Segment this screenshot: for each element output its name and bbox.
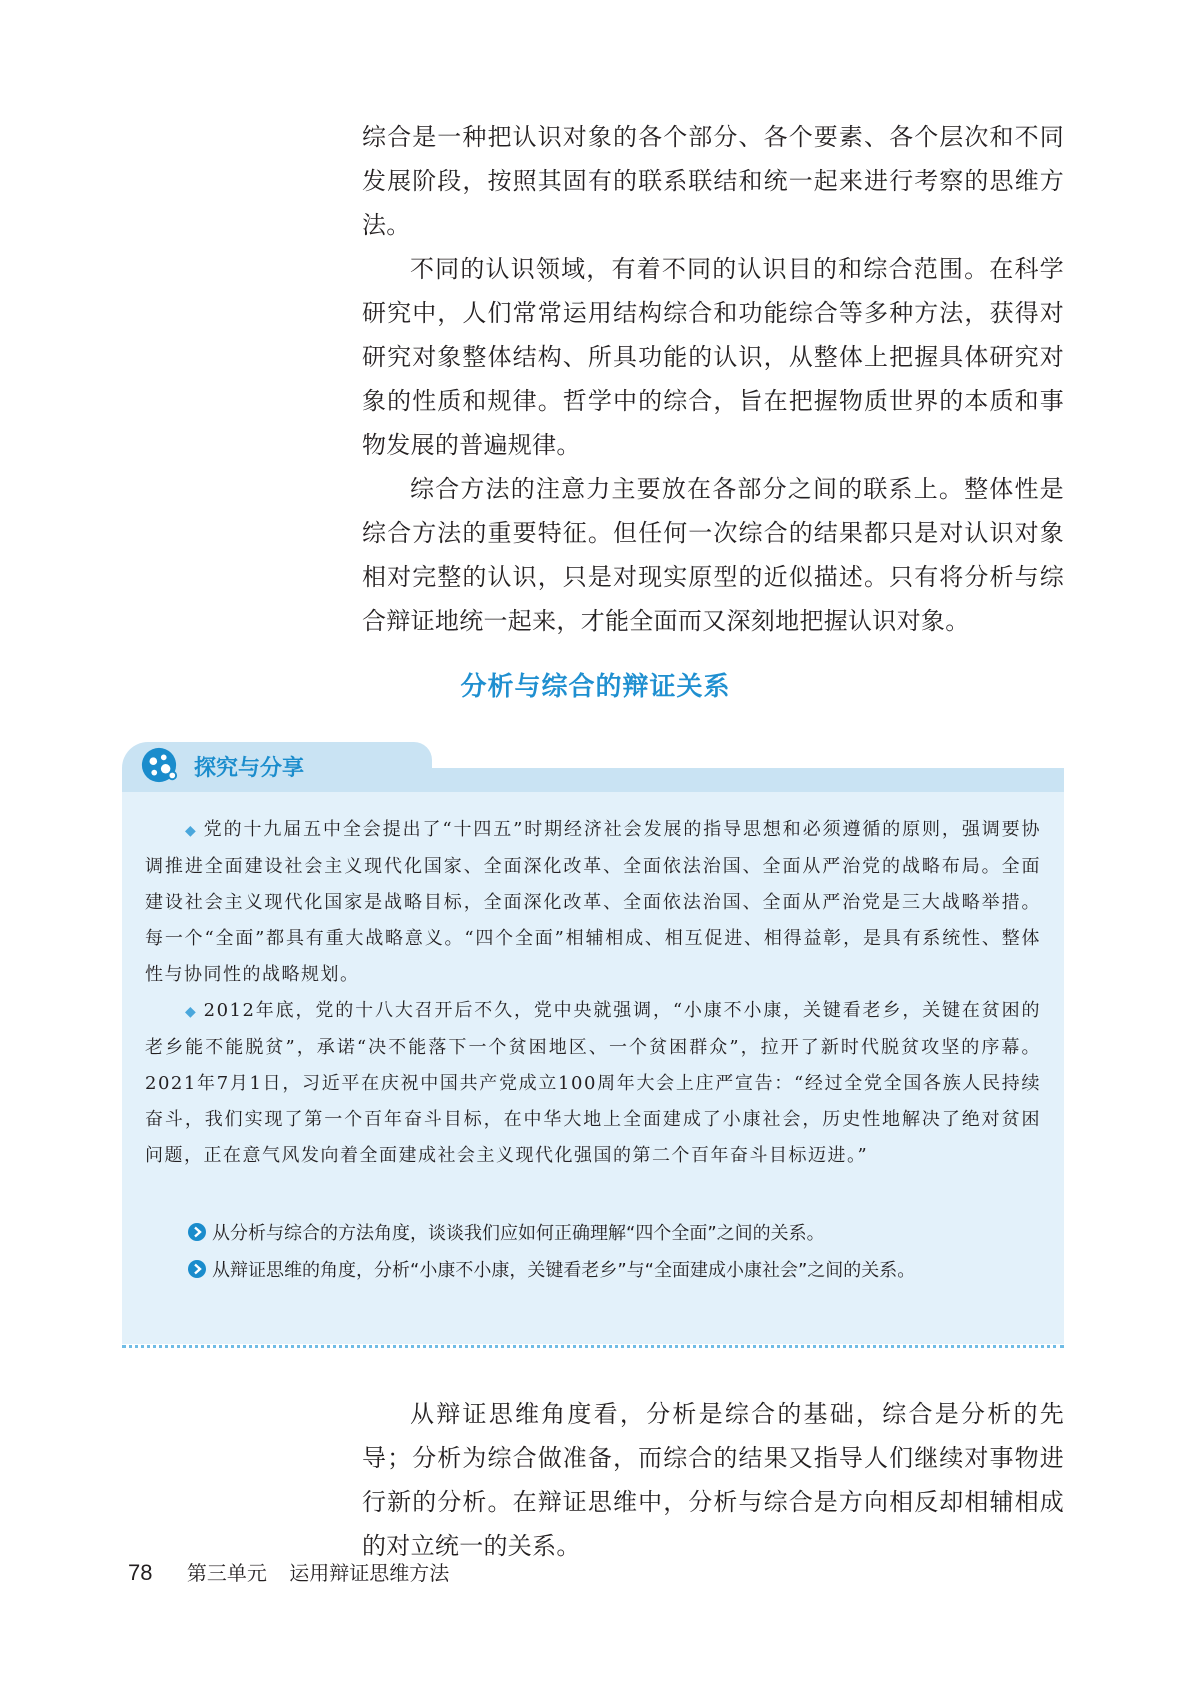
paragraph: 不同的认识领域，有着不同的认识目的和综合范围。在科学研究中，人们常常运用结构综合和功能综合等多种方法，获得对研究对象整体结构、所具功能的认识，从整体上把握具体研究对象的性质和规律。哲学中的综合，旨在把握物质世界的本质和事物发展的普遍规律。: [362, 255, 1064, 459]
page-footer: [128, 1557, 449, 1586]
paragraph: 从辩证思维角度看，分析是综合的基础，综合是分析的先导；分析为综合做准备，而综合的结果又指导人们继续对事物进行新的分析。在辩证思维中，分析与综合是方向相反却相辅相成的对立统一的关系。: [362, 1400, 1064, 1560]
material-paragraph: ◆ 2012年底，党的十八大召开后不久，党中央就强调，“小康不小康，关键看老乡，关键在贫困的老乡能不能脱贫”，承诺“决不能落下一个贫困地区、一个贫困群众”，拉开了新时代脱贫攻坚的序幕。2021年7月1日，习近平在庆祝中国共产党成立100周年大会上庄严宣告：“经过全党全国各族人民持续奋斗，我们实现了第一个百年奋斗目标，在中华大地上全面建成了小康社会，历史性地解决了绝对贫困问题，正在意气风发向着全面建成社会主义现代化强国的第二个百年奋斗目标迈进。”: [145, 1000, 1041, 1166]
section-title: 分析与综合的辩证关系: [460, 672, 731, 702]
material-paragraph: ◆ 党的十九届五中全会提出了“十四五”时期经济社会发展的指导思想和必须遵循的原则，强调要协调推进全面建设社会主义现代化国家、全面深化改革、全面依法治国、全面从严治党的战略布局。全面建设社会主义现代化国家是战略目标，全面深化改革、全面依法治国、全面从严治党是三大战略举措。每一个“全面”都具有重大战略意义。“四个全面”相辅相成、相互促进、相得益彰，是具有系统性、整体性与协同性的战略规划。: [145, 819, 1041, 985]
globe-icon: [140, 746, 178, 784]
arrow-circle-icon: [188, 1260, 206, 1278]
question-item: 从辩证思维的角度，分析“小康不小康，关键看老乡”与“全面建成小康社会”之间的关系。: [188, 1252, 1048, 1289]
intro-text: [362, 115, 1064, 643]
arrow-circle-icon: [188, 1223, 206, 1241]
explore-questions: [188, 1215, 1048, 1289]
paragraph: 综合方法的注意力主要放在各部分之间的联系上。整体性是综合方法的重要特征。但任何一次综合的结果都只是对认识对象相对完整的认识，只是对现实原型的近似描述。只有将分析与综合辩证地统一起来，才能全面而又深刻地把握认识对象。: [362, 475, 1064, 635]
footer-unit-title: 运用辩证思维方法: [289, 1561, 450, 1585]
footer-unit: 第三单元: [186, 1561, 267, 1585]
page-number: 78: [128, 1560, 153, 1585]
explore-material: [145, 812, 1041, 1174]
diamond-bullet-icon: ◆: [185, 1004, 198, 1020]
explore-share-header: [122, 742, 432, 787]
diamond-bullet-icon: ◆: [185, 823, 198, 839]
dotted-divider: [122, 1345, 1064, 1348]
explore-share-title: 探究与分享: [194, 756, 305, 781]
conclusion-text: [362, 1392, 1064, 1568]
paragraph: 综合是一种把认识对象的各个部分、各个要素、各个层次和不同发展阶段，按照其固有的联系联结和统一起来进行考察的思维方法。: [362, 123, 1064, 239]
question-item: 从分析与综合的方法角度，谈谈我们应如何正确理解“四个全面”之间的关系。: [188, 1215, 1048, 1252]
